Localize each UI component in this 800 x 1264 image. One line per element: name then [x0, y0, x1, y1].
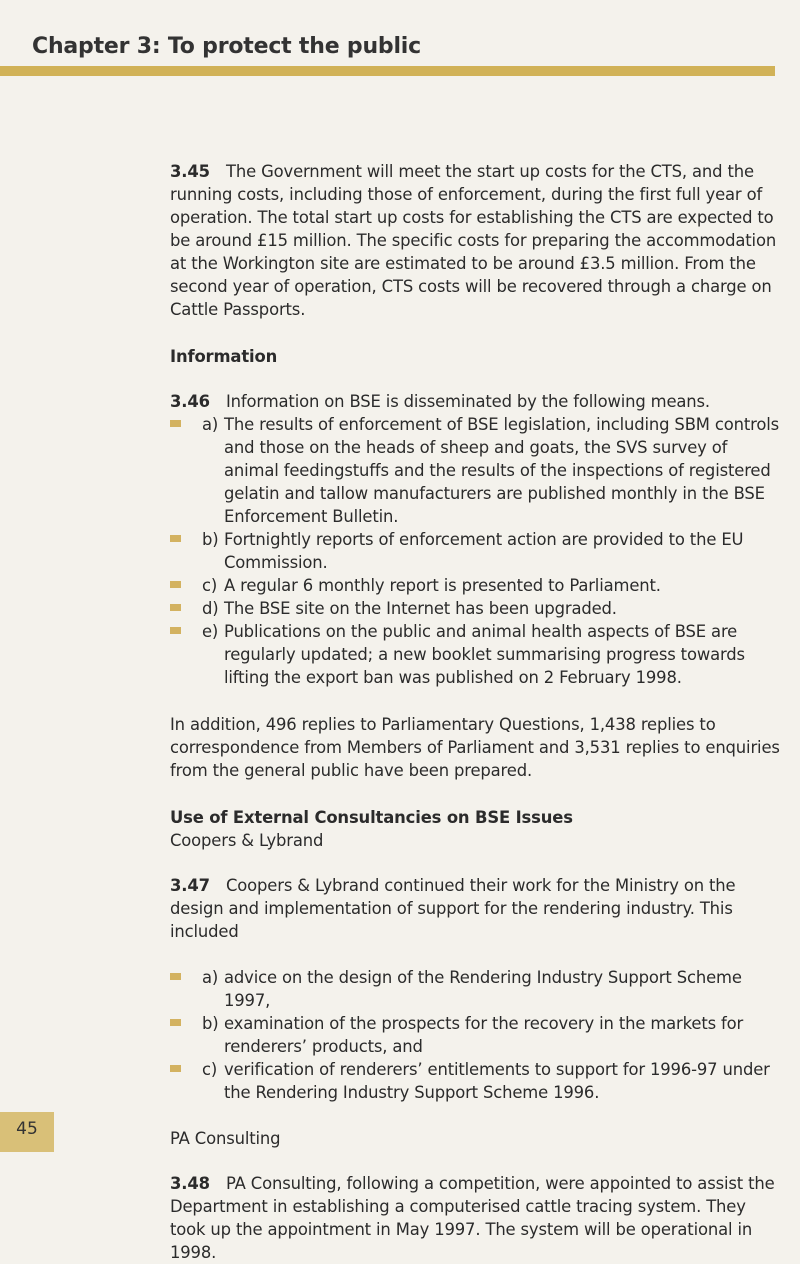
paragraph-text: The Government will meet the start up costs for the CTS, and the running costs, including those of enforcement, during the first full year of operation. The total start up costs for establishing the CTS are expected to be around £15 million. The specific costs for preparing the accommodation at the Workington site are estimated to be around £3.5 million. From the second year of operation, CTS costs will be recovered through a charge on Cattle Passports.: [170, 162, 777, 319]
paragraph-text: PA Consulting, following a competition, were appointed to assist the Department in establishing a computerised cattle tracing system. They took up the appointment in May 1997. The system will be operational in 1998.: [170, 1174, 775, 1262]
list-item: [170, 620, 780, 689]
item-letter: d): [202, 599, 219, 618]
paragraph-3-46: [170, 390, 780, 413]
item-letter: a): [202, 968, 219, 987]
bullet-marker: [170, 604, 181, 611]
list-item: [170, 413, 780, 528]
item-letter: a): [202, 415, 219, 434]
bullet-marker: [170, 1019, 181, 1026]
subheading-coopers-lybrand: Coopers & Lybrand: [170, 831, 324, 850]
item-letter: b): [202, 530, 219, 549]
list-item: [170, 966, 780, 1012]
paragraph-3-45: [170, 160, 780, 321]
bullet-marker: [170, 581, 181, 588]
page-content: [170, 160, 780, 1264]
item-text: Fortnightly reports of enforcement action are provided to the EU Commission.: [224, 530, 744, 572]
section-heading-consultancies: Use of External Consultancies on BSE Issues: [170, 808, 573, 827]
item-text: A regular 6 monthly report is presented to Parliament.: [224, 576, 661, 595]
paragraph-number: 3.45: [170, 162, 210, 181]
paragraph-text: Information on BSE is disseminated by the following means.: [226, 392, 710, 411]
item-letter: b): [202, 1014, 219, 1033]
item-text: The BSE site on the Internet has been upgraded.: [224, 599, 617, 618]
bullet-marker: [170, 627, 181, 634]
item-text: examination of the prospects for the recovery in the markets for renderers’ products, and: [224, 1014, 744, 1056]
item-text: The results of enforcement of BSE legislation, including SBM controls and those on the heads of sheep and goats, the SVS survey of animal feedingstuffs and the results of the inspections of registered gelatin and tallow manufacturers are published monthly in the BSE Enforcement Bulletin.: [224, 415, 779, 526]
item-letter: c): [202, 1060, 218, 1079]
paragraph-text: Coopers & Lybrand continued their work for the Ministry on the design and implementation of support for the rendering industry. This included: [170, 876, 736, 941]
list-item: [170, 528, 780, 574]
section-heading-information: Information: [170, 347, 278, 366]
list-item: [170, 1012, 780, 1058]
paragraph-3-48: [170, 1172, 780, 1264]
page-number: 45: [16, 1119, 38, 1139]
item-text: Publications on the public and animal health aspects of BSE are regularly updated; a new booklet summarising progress towards lifting the export ban was published on 2 February 1998.: [224, 622, 745, 687]
list-item: [170, 597, 780, 620]
list-item: [170, 574, 780, 597]
subheading-pa-consulting: PA Consulting: [170, 1129, 281, 1148]
item-text: verification of renderers’ entitlements to support for 1996-97 under the Rendering Industry Support Scheme 1996.: [224, 1060, 770, 1102]
item-letter: e): [202, 622, 219, 641]
bullet-marker: [170, 1065, 181, 1072]
paragraph-number: 3.48: [170, 1174, 210, 1193]
information-means-list: [170, 413, 780, 689]
paragraph-addition: In addition, 496 replies to Parliamentary Questions, 1,438 replies to correspondence from Members of Parliament and 3,531 replies to enquiries from the general public have been prepared.: [170, 715, 780, 780]
coopers-work-list: [170, 966, 780, 1104]
title-underline-bar: [0, 66, 775, 76]
paragraph-number: 3.46: [170, 392, 210, 411]
item-text: advice on the design of the Rendering Industry Support Scheme 1997,: [224, 968, 742, 1010]
chapter-title: Chapter 3: To protect the public: [32, 34, 421, 59]
list-item: [170, 1058, 780, 1104]
bullet-marker: [170, 420, 181, 427]
paragraph-3-47: [170, 874, 780, 943]
item-letter: c): [202, 576, 218, 595]
paragraph-number: 3.47: [170, 876, 210, 895]
bullet-marker: [170, 973, 181, 980]
bullet-marker: [170, 535, 181, 542]
